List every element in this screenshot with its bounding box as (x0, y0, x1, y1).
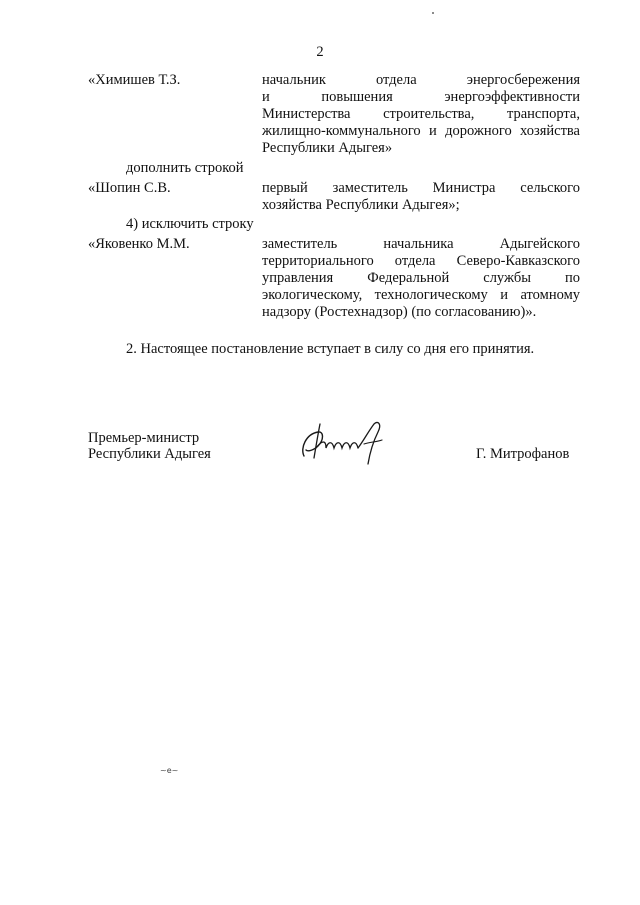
desc-line: и повышения энергоэффективности (262, 89, 580, 105)
entry-name-shopin: «Шопин С.В. (88, 180, 171, 196)
entry-desc-khimishev (262, 72, 580, 157)
entry-name-khimishev: «Химишев Т.З. (88, 72, 181, 88)
final-paragraph: 2. Настоящее постановление вступает в силу со дня его принятия. (126, 341, 535, 357)
page-number: 2 (316, 44, 324, 60)
entry-desc-shopin (262, 180, 580, 214)
footer-mark: ~e~ (160, 766, 179, 775)
scan-speck (432, 12, 434, 14)
desc-line: Министерства строительства, транспорта, (262, 106, 580, 122)
desc-line: экологическому, технологическому и атомному (262, 287, 580, 303)
desc-line: начальник отдела энергосбережения (262, 72, 580, 88)
desc-line: управления Федеральной службы по (262, 270, 580, 286)
desc-line: территориального отдела Северо-Кавказского (262, 253, 580, 269)
entry-desc-yakovenko (262, 236, 580, 321)
signatory-title-line1: Премьер-министр (88, 430, 200, 446)
desc-line: первый заместитель Министра сельского (262, 180, 580, 196)
desc-line: заместитель начальника Адыгейского (262, 236, 580, 252)
desc-line: жилищно-коммунального и дорожного хозяйства (262, 123, 580, 139)
instruction-exclude-line: 4) исключить строку (126, 216, 254, 232)
desc-line: хозяйства Республики Адыгея»; (262, 197, 460, 213)
desc-line: Республики Адыгея» (262, 140, 393, 156)
instruction-add-line: дополнить строкой (126, 160, 244, 176)
signatory-title-line2: Республики Адыгея (88, 446, 211, 462)
desc-line: надзору (Ростехнадзор) (по согласованию)». (262, 304, 537, 320)
signer-name: Г. Митрофанов (476, 446, 570, 462)
entry-name-yakovenko: «Яковенко М.М. (88, 236, 190, 252)
handwritten-signature (294, 418, 394, 468)
